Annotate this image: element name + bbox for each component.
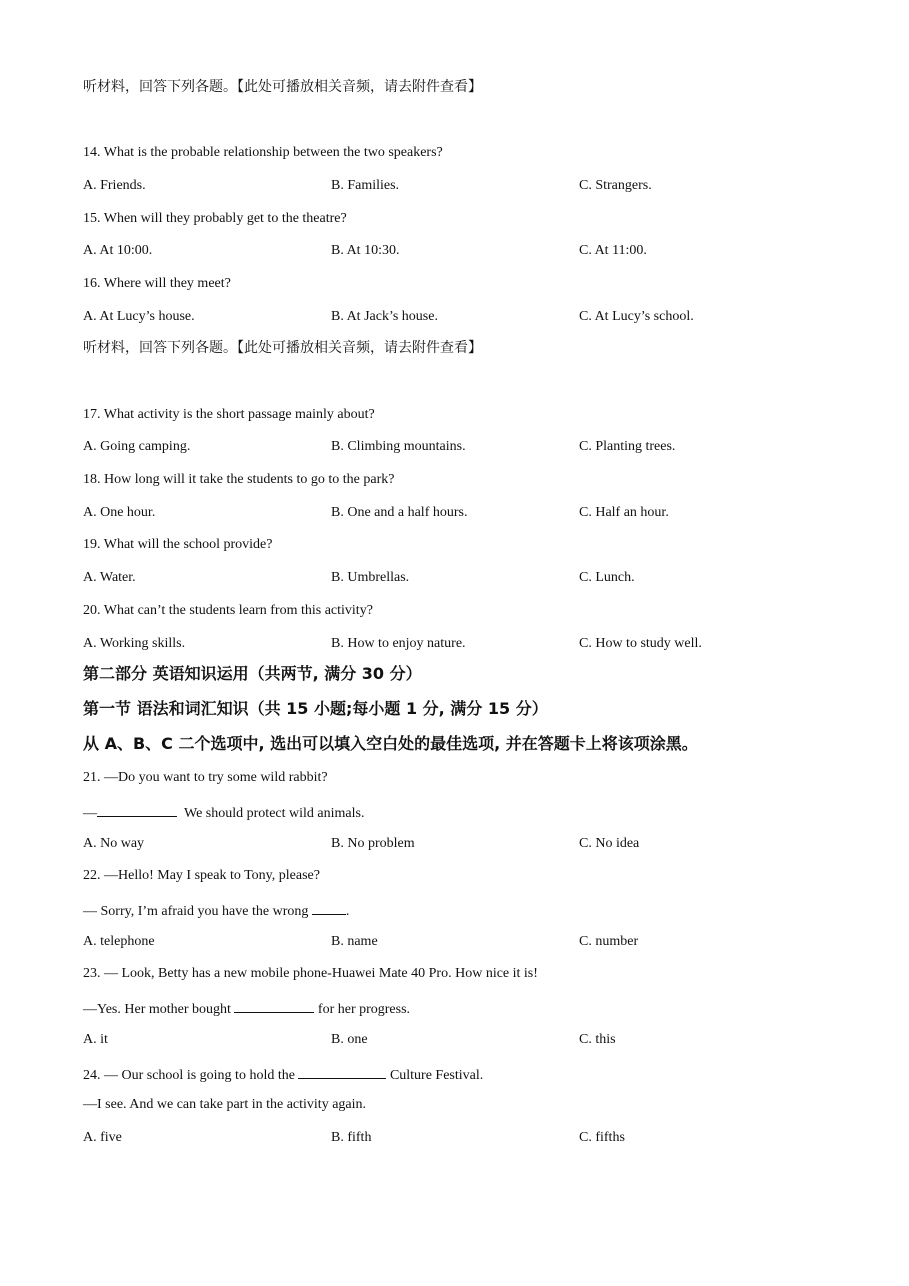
section-1-instructions: 从 A、B、C 二个选项中, 选出可以填入空白处的最佳选项, 并在答题卡上将该项涂黑。 [83,734,698,753]
question-22-option-b: B. name [331,934,378,949]
question-24-line-1 [83,1064,483,1085]
question-22-option-c: C. number [579,934,639,949]
answer-blank [298,1064,386,1079]
question-19-option-b: B. Umbrellas. [331,570,410,585]
question-22-option-a: A. telephone [83,934,155,949]
question-23-line-2-post: for her progress. [317,1002,411,1017]
question-23-line-2 [83,998,410,1019]
question-16-stem: 16. Where will they meet? [83,276,231,291]
question-21-line-2-pre: — [83,806,97,821]
question-18-option-c: C. Half an hour. [579,505,669,520]
question-17-option-b: B. Climbing mountains. [331,439,466,454]
question-17-option-a: A. Going camping. [83,439,191,454]
question-24-option-c: C. fifths [579,1130,625,1145]
question-21-option-b: B. No problem [331,836,415,851]
answer-blank [97,802,177,817]
question-20-option-a: A. Working skills. [83,636,186,651]
question-22-line-1: 22. —Hello! May I speak to Tony, please? [83,868,320,883]
question-18-option-b: B. One and a half hours. [331,505,468,520]
question-24-option-a: A. five [83,1130,122,1145]
question-20-option-c: C. How to study well. [579,636,702,651]
question-19-stem: 19. What will the school provide? [83,537,273,552]
listening-intro-2: 听材料，回答下列各题。【此处可播放相关音频，请去附件查看】 [83,340,482,356]
part-2-heading: 第二部分 英语知识运用（共两节, 满分 30 分） [83,664,422,683]
question-23-option-b: B. one [331,1032,368,1047]
question-24-option-b: B. fifth [331,1130,372,1145]
question-24-line-1-post: Culture Festival. [389,1068,484,1083]
question-21-option-c: C. No idea [579,836,640,851]
question-24-line-1-pre: 24. — Our school is going to hold the [83,1068,295,1083]
section-1-heading: 第一节 语法和词汇知识（共 15 小题;每小题 1 分, 满分 15 分） [83,699,548,718]
question-19-option-c: C. Lunch. [579,570,635,585]
question-17-stem: 17. What activity is the short passage mainly about? [83,407,375,422]
question-20-option-b: B. How to enjoy nature. [331,636,466,651]
question-24-line-2: —I see. And we can take part in the activity again. [83,1097,367,1112]
question-16-option-a: A. At Lucy’s house. [83,309,195,324]
question-21-option-a: A. No way [83,836,145,851]
question-14-option-b: B. Families. [331,178,400,193]
question-16-option-c: C. At Lucy’s school. [579,309,694,324]
question-19-option-a: A. Water. [83,570,136,585]
question-22-line-2-pre: — Sorry, I’m afraid you have the wrong [83,904,309,919]
question-14-stem: 14. What is the probable relationship between the two speakers? [83,145,443,160]
question-15-option-a: A. At 10:00. [83,243,153,258]
question-21-line-2 [83,802,364,823]
question-22-line-2-post: . [345,904,350,919]
question-22-line-2 [83,900,349,921]
question-23-line-1: 23. — Look, Betty has a new mobile phone-Huawei Mate 40 Pro. How nice it is! [83,966,538,981]
question-14-option-c: C. Strangers. [579,178,652,193]
question-14-option-a: A. Friends. [83,178,146,193]
question-21-line-2-post: We should protect wild animals. [184,806,365,821]
question-20-stem: 20. What can’t the students learn from this activity? [83,603,373,618]
question-21-line-1: 21. —Do you want to try some wild rabbit? [83,770,328,785]
question-16-option-b: B. At Jack’s house. [331,309,438,324]
question-18-stem: 18. How long will it take the students to go to the park? [83,472,395,487]
answer-blank [234,998,314,1013]
question-18-option-a: A. One hour. [83,505,156,520]
answer-blank [312,900,346,915]
question-17-option-c: C. Planting trees. [579,439,676,454]
listening-intro-1: 听材料，回答下列各题。【此处可播放相关音频，请去附件查看】 [83,79,482,95]
question-15-option-c: C. At 11:00. [579,243,647,258]
question-15-stem: 15. When will they probably get to the theatre? [83,211,347,226]
question-23-option-c: C. this [579,1032,616,1047]
question-23-line-2-pre: —Yes. Her mother bought [83,1002,231,1017]
question-15-option-b: B. At 10:30. [331,243,400,258]
question-23-option-a: A. it [83,1032,108,1047]
